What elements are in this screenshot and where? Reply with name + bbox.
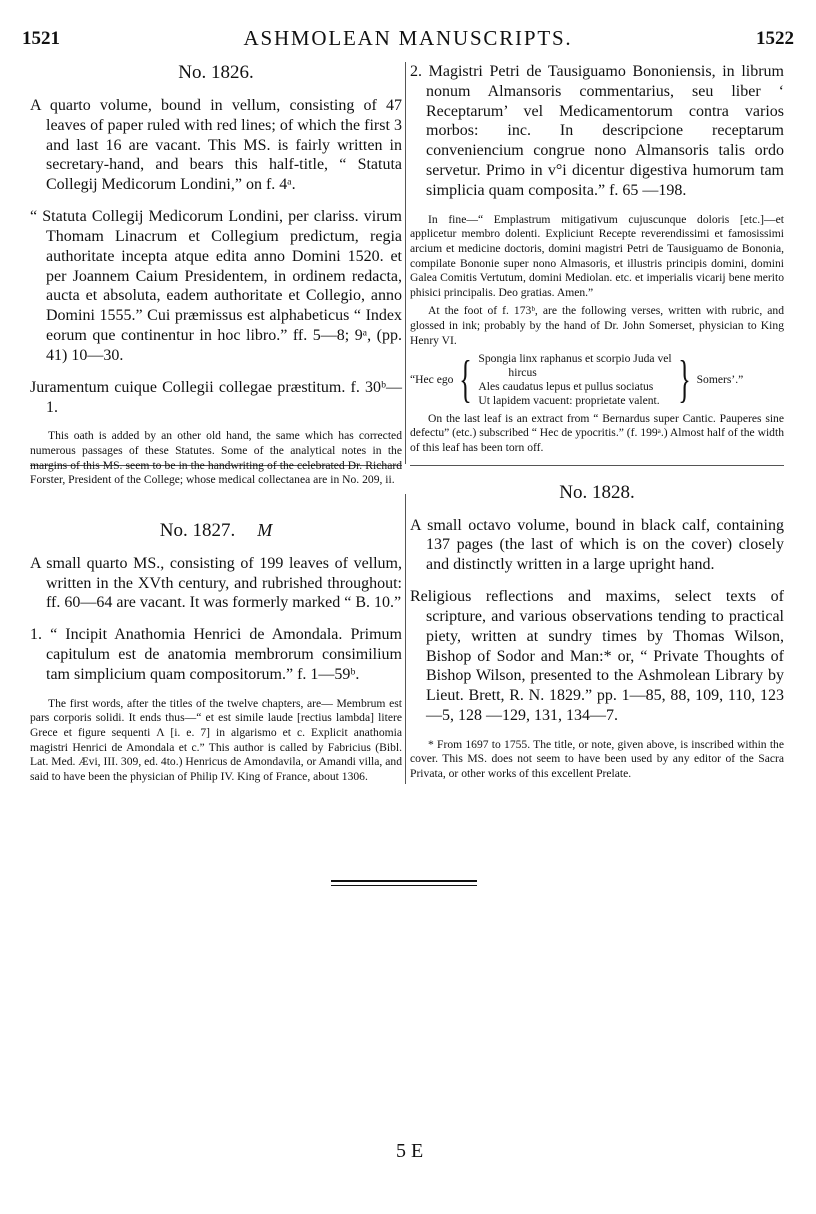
verse-line: Ut lapidem vacuent: proprietate valent. (478, 393, 660, 407)
heading-no-1827: No. 1827. (159, 519, 236, 541)
left-brace: { (459, 350, 473, 408)
verse-lead: “Hec ego (410, 373, 454, 387)
note-1826: This oath is added by an other old hand, the same which has corrected numerous passages of these Statutes. Some of the analytical notes in the margins of this MS. seem to be in the handwriting of the celebrated Dr. Richard Forster, President of the College; whose medical collectanea are in No. 209, ii. (30, 429, 402, 487)
right-brace: } (677, 350, 691, 408)
end-rule-thick (331, 880, 477, 882)
page-number-right: 1522 (756, 28, 794, 49)
right-column (410, 62, 784, 786)
verse-lines (478, 352, 671, 408)
item-2-petri: 2. Magistri Petri de Tausiguamo Bononiensis, in librum nonum Almansoris commentarius, seu liber ‘ Receptarum’ vel Medicamentorum contra varios morbos: inc. In descripcione receptarum conveniencium congrue nono Almansoris talis ordo servetur. Primo in v°i dicentur digestiva humorum tam simplicia quam composita.” f. 65 —198. (410, 63, 784, 199)
heading-no-1826: No. 1826. (178, 62, 254, 83)
juramentum-entry: Juramentum cuique Collegii collegae præstitum. f. 30ᵇ—1. (30, 378, 402, 416)
statuta-entry: “ Statuta Collegij Medicorum Londini, per clariss. virum Thomam Linacrum et Collegium predictum, regia authoritate incepta atque edita anno Domini 1520. et per Joannem Caium Presidentem, in ordinem redacta, aucta et absoluta, eadem authoritate et Collegio, anno Domini 1555.” Cui præmissus est alphabeticus “ Index eorum que continentur in hoc libro.” ff. 5—8; 9ᵃ, (pp. 41) 10—30. (30, 208, 402, 364)
verse-line: Spongia linx raphanus et scorpio Juda vel (478, 352, 672, 366)
page-number-left: 1521 (22, 28, 60, 49)
in-fine-note: In fine—“ Emplastrum mitigativum cujuscunque doloris [etc.]—et applicetur membro dolenti. Expliciunt Recepte reverendissimi et famosissimi arcium et medicine doctoris, domini magistri Petri de Tausiguamo de Bononia, compilate Bononie super nono Almasoris, et illustris principis domini, domini Galea Comitis Vertutum, domini Mediolan. etc. et imperialis vicarij bene merito phisici principalis. Deo gratias. Amen.” (410, 212, 784, 299)
end-rule-thin (331, 885, 477, 886)
item-1-anathomia: 1. “ Incipit Anathomia Henrici de Amondala. Primum capitulum est de anatomia membrorum consimilium tam simplicium quam compositorum.” f. 1—59ᵇ. (30, 626, 402, 683)
page-header (22, 22, 794, 52)
column-divider-top (405, 62, 406, 464)
religious-reflections-entry: Religious reflections and maxims, select texts of scripture, and various observations tending to practical piety, written at sundry times by Thomas Wilson, Bishop of Sodor and Man:* or, “ Private Thoughts of Bishop Wilson, presented to the Ashmolean Library by Lieut. Brett, R. N. 1829.” pp. 1—85, 88, 109, 110, 123—5, 128 —129, 131, 134—7. (410, 588, 784, 724)
left-column (30, 62, 402, 788)
signature-mark: 5 E (396, 1140, 424, 1162)
running-title: ASHMOLEAN MANUSCRIPTS. (243, 26, 573, 50)
verse-line: hircus (508, 366, 537, 380)
footnote-1828: * From 1697 to 1755. The title, or note, given above, is inscribed within the cover. This MS. does not seem to have been used by any editor of the Sacra Privata, or other works of this excellent Prelate. (410, 737, 784, 781)
verse-line: Ales caudatus lepus et pullus sociatus (478, 379, 654, 393)
description-1827: A small quarto MS., consisting of 199 leaves of vellum, written in the XVth century, and rubrished throughout: ff. 60—64 are vacant. It was formerly marked “ B. 10.” (30, 554, 402, 612)
verse-trail: Somers’.” (696, 373, 744, 387)
verse-block (410, 352, 784, 408)
description-1828: A small octavo volume, bound in black calf, containing 137 pages (the last of which is on the cover) closely and distinctly written in a large upright hand. (410, 516, 784, 574)
heading-no-1828: No. 1828. (559, 481, 635, 503)
heading-no-1827-row (30, 520, 402, 542)
column-divider-bottom (405, 494, 406, 784)
foot-note: At the foot of f. 173ᵇ, are the following verses, written with rubric, and glossed in ink; probably by the hand of Dr. John Somerset, physician to King Henry VI. (410, 304, 784, 347)
description-1826: A quarto volume, bound in vellum, consisting of 47 leaves of paper ruled with red lines; of which the first 3 and last 16 are vacant. This MS. is fairly written in secretary-hand, and bears this half-title, “ Statuta Collegij Medicorum Londini,” on f. 4ᵃ. (30, 97, 402, 194)
handwritten-mark: M (257, 519, 273, 540)
note-1827: The first words, after the titles of the twelve chapters, are— Membrum est pars corporis solidi. It ends thus—“ et est simile laude [rectius lambda] litere Grece et figure sequenti Λ [i. e. 7] in algarismo et c. Explicit anathomia magistri Henrici de Amondala et c.” This author is called by Fabricius (Bibl. Lat. Med. Ævi, III. 309, ed. 4to.) Henricus de Amondavila, or Amandi villa, and said to have been the physician of Philip IV. King of France, about 1306. (30, 696, 402, 783)
last-leaf-note: On the last leaf is an extract from “ Bernardus super Cantic. Pauperes sine defectu” (etc.) subscribed “ Hec de ypocritis.” (f. 199ᵃ.) Almost half of the width of this leaf has been torn off. (410, 411, 784, 454)
